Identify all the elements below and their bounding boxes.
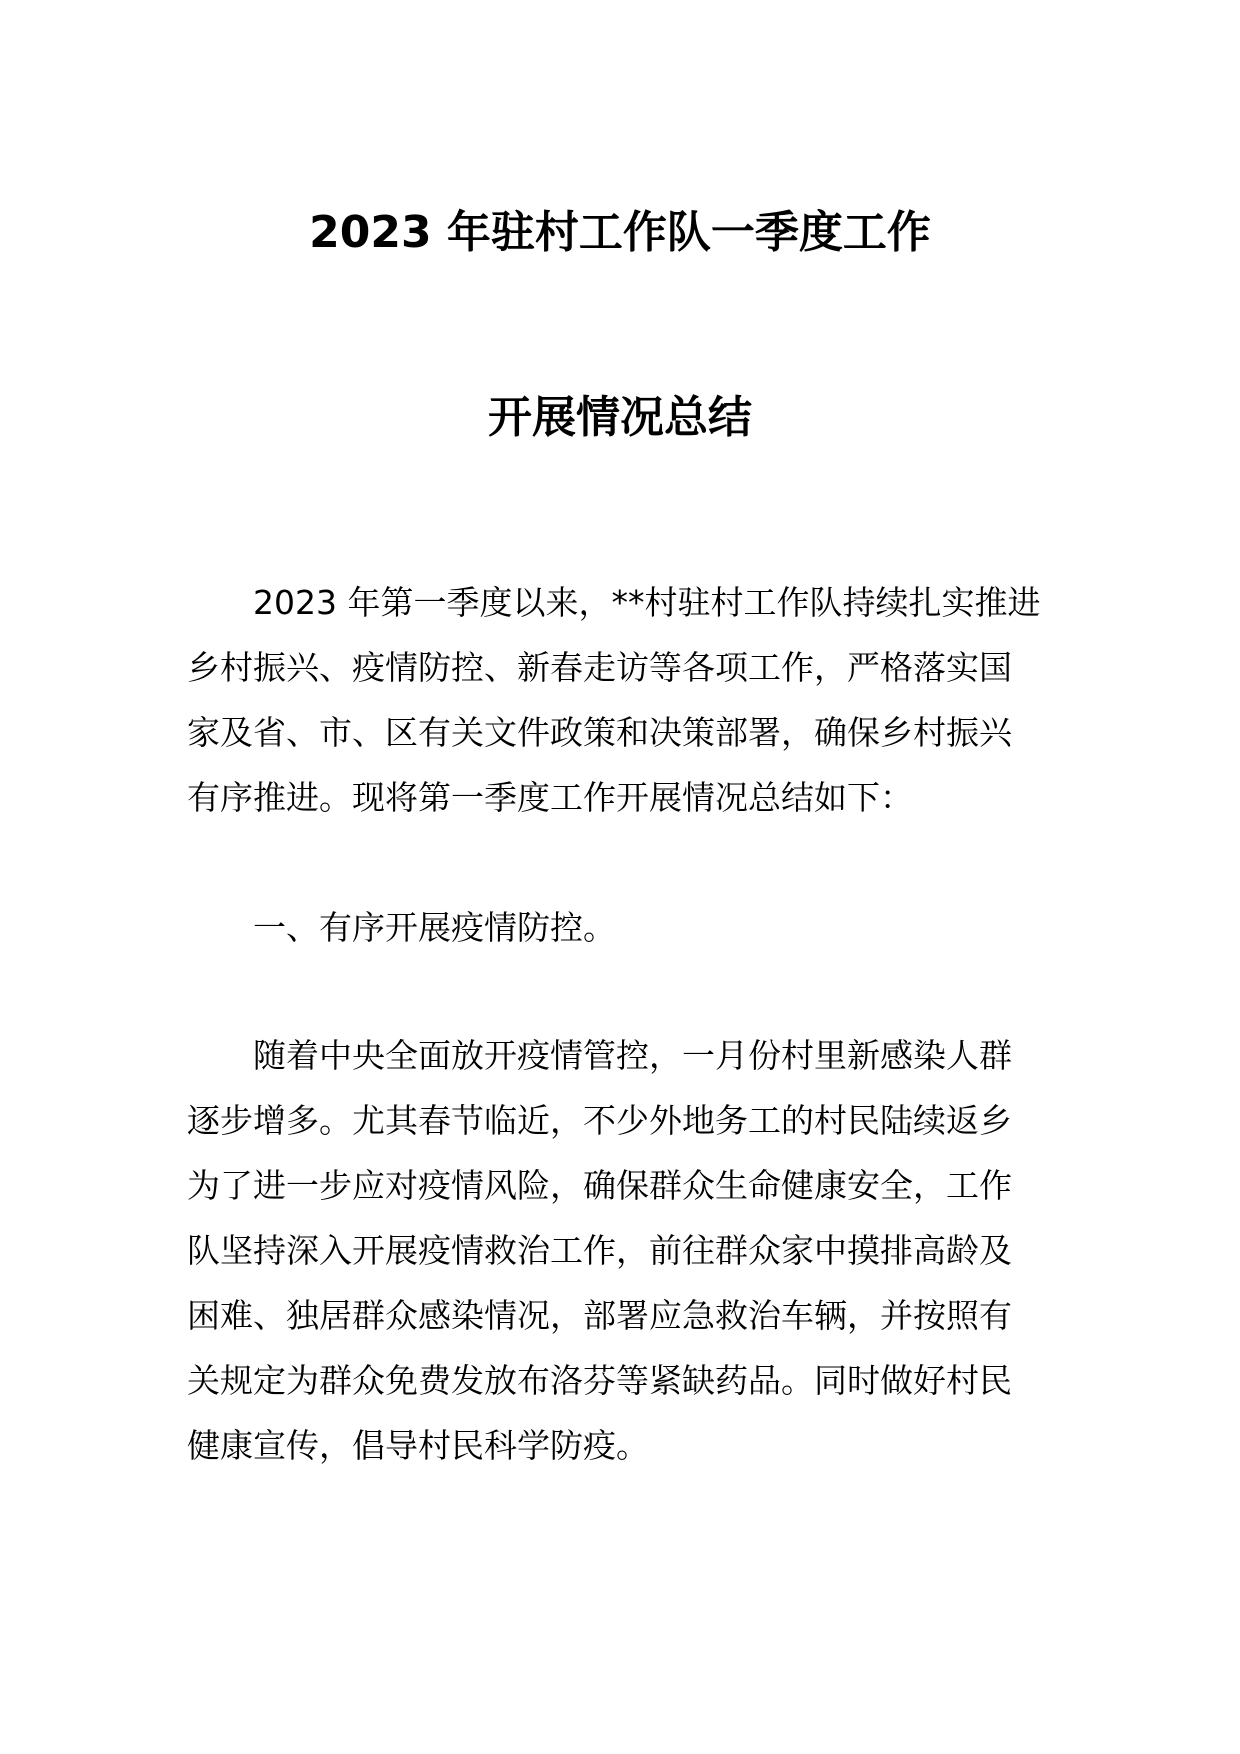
section-1-line-3: 为了进一步应对疫情风险，确保群众生命健康安全，工作 (187, 1166, 1012, 1205)
section-1-line-1: 随着中央全面放开疫情管控，一月份村里新感染人群 (253, 1036, 1012, 1075)
intro-line-2: 乡村振兴、疫情防控、新春走访等各项工作，严格落实国 (187, 648, 1012, 687)
intro-line-1: 2023 年第一季度以来，**村驻村工作队持续扎实推进 (253, 583, 1041, 622)
section-1-line-4: 队坚持深入开展疫情救治工作，前往群众家中摸排高龄及 (187, 1231, 1012, 1270)
section-heading-1 (187, 895, 1053, 960)
section-1-paragraph (187, 1023, 1053, 1478)
section-heading-text: 一、有序开展疫情防控。 (253, 908, 616, 947)
document-title-line-2: 开展情况总结 (488, 392, 752, 443)
document-title-line-1: 2023 年驻村工作队一季度工作 (309, 207, 931, 258)
section-1-line-7: 健康宣传，倡导村民科学防疫。 (187, 1426, 649, 1465)
section-1-line-2: 逐步增多。尤其春节临近，不少外地务工的村民陆续返乡 (187, 1101, 1012, 1140)
intro-line-4: 有序推进。现将第一季度工作开展情况总结如下： (187, 778, 913, 817)
intro-line-3: 家及省、市、区有关文件政策和决策部署，确保乡村振兴 (187, 713, 1012, 752)
section-1-line-6: 关规定为群众免费发放布洛芬等紧缺药品。同时做好村民 (187, 1361, 1012, 1400)
section-1-line-5: 困难、独居群众感染情况，部署应急救治车辆，并按照有 (187, 1296, 1012, 1335)
intro-paragraph (187, 570, 1053, 830)
